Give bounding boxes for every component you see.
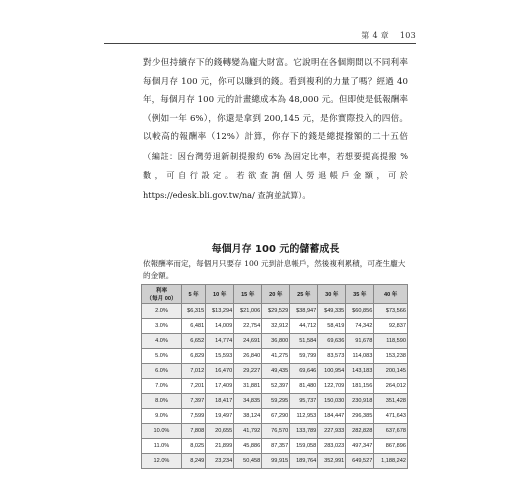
value-cell: 637,678: [374, 424, 408, 439]
rate-cell: 4.0%: [142, 334, 182, 349]
table-row: [142, 349, 408, 364]
column-header-years: 5 年: [181, 285, 205, 304]
value-cell: 16,470: [206, 364, 234, 379]
value-cell: 99,915: [262, 454, 290, 469]
value-cell: 649,527: [346, 454, 374, 469]
value-cell: 867,896: [374, 439, 408, 454]
column-header-years: 15 年: [234, 285, 262, 304]
column-header-years: 20 年: [262, 285, 290, 304]
value-cell: 7,599: [181, 409, 205, 424]
rate-cell: 11.0%: [142, 439, 182, 454]
column-header-years: 25 年: [290, 285, 318, 304]
value-cell: 112,953: [290, 409, 318, 424]
rate-cell: 2.0%: [142, 304, 182, 319]
value-cell: 15,593: [206, 349, 234, 364]
rate-cell: 7.0%: [142, 379, 182, 394]
value-cell: 32,912: [262, 319, 290, 334]
value-cell: 352,991: [318, 454, 346, 469]
table-row: [142, 319, 408, 334]
value-cell: 76,570: [262, 424, 290, 439]
running-header: [353, 30, 416, 41]
value-cell: $29,529: [262, 304, 290, 319]
value-cell: 92,837: [374, 319, 408, 334]
table-row: [142, 364, 408, 379]
value-cell: 200,145: [374, 364, 408, 379]
table-title: 每個月存 100 元的儲蓄成長: [211, 244, 340, 255]
value-cell: 150,030: [318, 394, 346, 409]
value-cell: 7,201: [181, 379, 205, 394]
value-cell: 7,397: [181, 394, 205, 409]
value-cell: 87,357: [262, 439, 290, 454]
value-cell: 22,754: [234, 319, 262, 334]
editor-note: （編註：因台灣勞退新制提撥約 6% 為固定比率，若想要提高提撥 % 數，可自行設定。若欲查詢個人勞退帳戶金額，可於 https://edesk.bli.gov.tw/na/ 查詢並試算）。: [143, 150, 408, 200]
table-caption: 依報酬率而定，每個月只要存 100 元到計息帳戶，然後複利累積，可產生龐大的金額。: [143, 259, 406, 280]
value-cell: 184,447: [318, 409, 346, 424]
value-cell: 122,709: [318, 379, 346, 394]
value-cell: $73,566: [374, 304, 408, 319]
body-paragraph: 對少但持續存下的錢轉變為龐大財富。它說明在各個期間以不同利率每個月存 100 元，你可以賺到的錢。看到複利的力量了嗎？經過 40 年，每個月存 100 元的計畫總成本為 48,000 元。但即使是低報酬率（例如一年 6%），你還是拿到 200,145 元，是你實際投入的四倍。以較高的報酬率（12%）計算，你存下的錢是總提撥額的二十五倍: [143, 58, 408, 142]
value-cell: 58,419: [318, 319, 346, 334]
value-cell: 114,083: [346, 349, 374, 364]
value-cell: 49,435: [262, 364, 290, 379]
value-cell: $60,856: [346, 304, 374, 319]
value-cell: 14,009: [206, 319, 234, 334]
value-cell: 17,409: [206, 379, 234, 394]
table-row: [142, 454, 408, 469]
value-cell: 83,573: [318, 349, 346, 364]
rate-cell: 12.0%: [142, 454, 182, 469]
value-cell: 69,636: [318, 334, 346, 349]
column-header-years: 10 年: [206, 285, 234, 304]
value-cell: 153,238: [374, 349, 408, 364]
value-cell: $21,006: [234, 304, 262, 319]
table-body: [142, 304, 408, 469]
value-cell: 95,737: [290, 394, 318, 409]
rate-cell: 8.0%: [142, 394, 182, 409]
value-cell: 497,347: [346, 439, 374, 454]
page-number: 103: [399, 31, 416, 40]
value-cell: 1,188,242: [374, 454, 408, 469]
value-cell: 189,764: [290, 454, 318, 469]
table-row: [142, 409, 408, 424]
value-cell: 8,025: [181, 439, 205, 454]
value-cell: 471,643: [374, 409, 408, 424]
table-row: [142, 424, 408, 439]
value-cell: 36,800: [262, 334, 290, 349]
savings-growth-table: [141, 284, 408, 469]
value-cell: 282,828: [346, 424, 374, 439]
column-header-rate: 利率 （每月 00）: [142, 285, 182, 304]
value-cell: 143,183: [346, 364, 374, 379]
value-cell: 41,792: [234, 424, 262, 439]
table-row: [142, 439, 408, 454]
value-cell: 69,646: [290, 364, 318, 379]
value-cell: 264,012: [374, 379, 408, 394]
rate-cell: 6.0%: [142, 364, 182, 379]
value-cell: 7,808: [181, 424, 205, 439]
value-cell: $49,335: [318, 304, 346, 319]
rate-cell: 5.0%: [142, 349, 182, 364]
table-row: [142, 379, 408, 394]
value-cell: 26,840: [234, 349, 262, 364]
value-cell: 296,385: [346, 409, 374, 424]
value-cell: 59,295: [262, 394, 290, 409]
value-cell: 20,655: [206, 424, 234, 439]
rate-cell: 10.0%: [142, 424, 182, 439]
value-cell: 118,590: [374, 334, 408, 349]
table-row: [142, 334, 408, 349]
value-cell: 100,954: [318, 364, 346, 379]
value-cell: 34,835: [234, 394, 262, 409]
value-cell: 81,480: [290, 379, 318, 394]
value-cell: 6,829: [181, 349, 205, 364]
value-cell: 283,023: [318, 439, 346, 454]
table-header-row: [142, 285, 408, 304]
value-cell: 31,881: [234, 379, 262, 394]
rate-cell: 9.0%: [142, 409, 182, 424]
header-divider: [104, 43, 416, 44]
body-text: [143, 54, 408, 205]
value-cell: 14,774: [206, 334, 234, 349]
value-cell: 41,275: [262, 349, 290, 364]
value-cell: 351,428: [374, 394, 408, 409]
value-cell: 67,290: [262, 409, 290, 424]
value-cell: 21,899: [206, 439, 234, 454]
value-cell: 230,918: [346, 394, 374, 409]
column-header-years: 35 年: [346, 285, 374, 304]
value-cell: 159,058: [290, 439, 318, 454]
value-cell: 38,124: [234, 409, 262, 424]
value-cell: 52,397: [262, 379, 290, 394]
value-cell: 6,481: [181, 319, 205, 334]
value-cell: 133,789: [290, 424, 318, 439]
value-cell: $13,294: [206, 304, 234, 319]
column-header-years: 30 年: [318, 285, 346, 304]
value-cell: $6,315: [181, 304, 205, 319]
value-cell: 23,234: [206, 454, 234, 469]
value-cell: 45,886: [234, 439, 262, 454]
value-cell: 44,712: [290, 319, 318, 334]
value-cell: 74,342: [346, 319, 374, 334]
value-cell: 8,249: [181, 454, 205, 469]
value-cell: 51,584: [290, 334, 318, 349]
value-cell: 181,156: [346, 379, 374, 394]
column-header-years: 40 年: [374, 285, 408, 304]
value-cell: 7,012: [181, 364, 205, 379]
value-cell: 50,458: [234, 454, 262, 469]
value-cell: 91,678: [346, 334, 374, 349]
table-row: [142, 394, 408, 409]
value-cell: 59,799: [290, 349, 318, 364]
chapter-label: 第 4 章: [361, 31, 389, 40]
value-cell: 18,417: [206, 394, 234, 409]
value-cell: 29,227: [234, 364, 262, 379]
value-cell: 6,652: [181, 334, 205, 349]
value-cell: 19,497: [206, 409, 234, 424]
rate-cell: 3.0%: [142, 319, 182, 334]
value-cell: 227,933: [318, 424, 346, 439]
value-cell: 24,691: [234, 334, 262, 349]
table-row: [142, 304, 408, 319]
value-cell: $38,947: [290, 304, 318, 319]
